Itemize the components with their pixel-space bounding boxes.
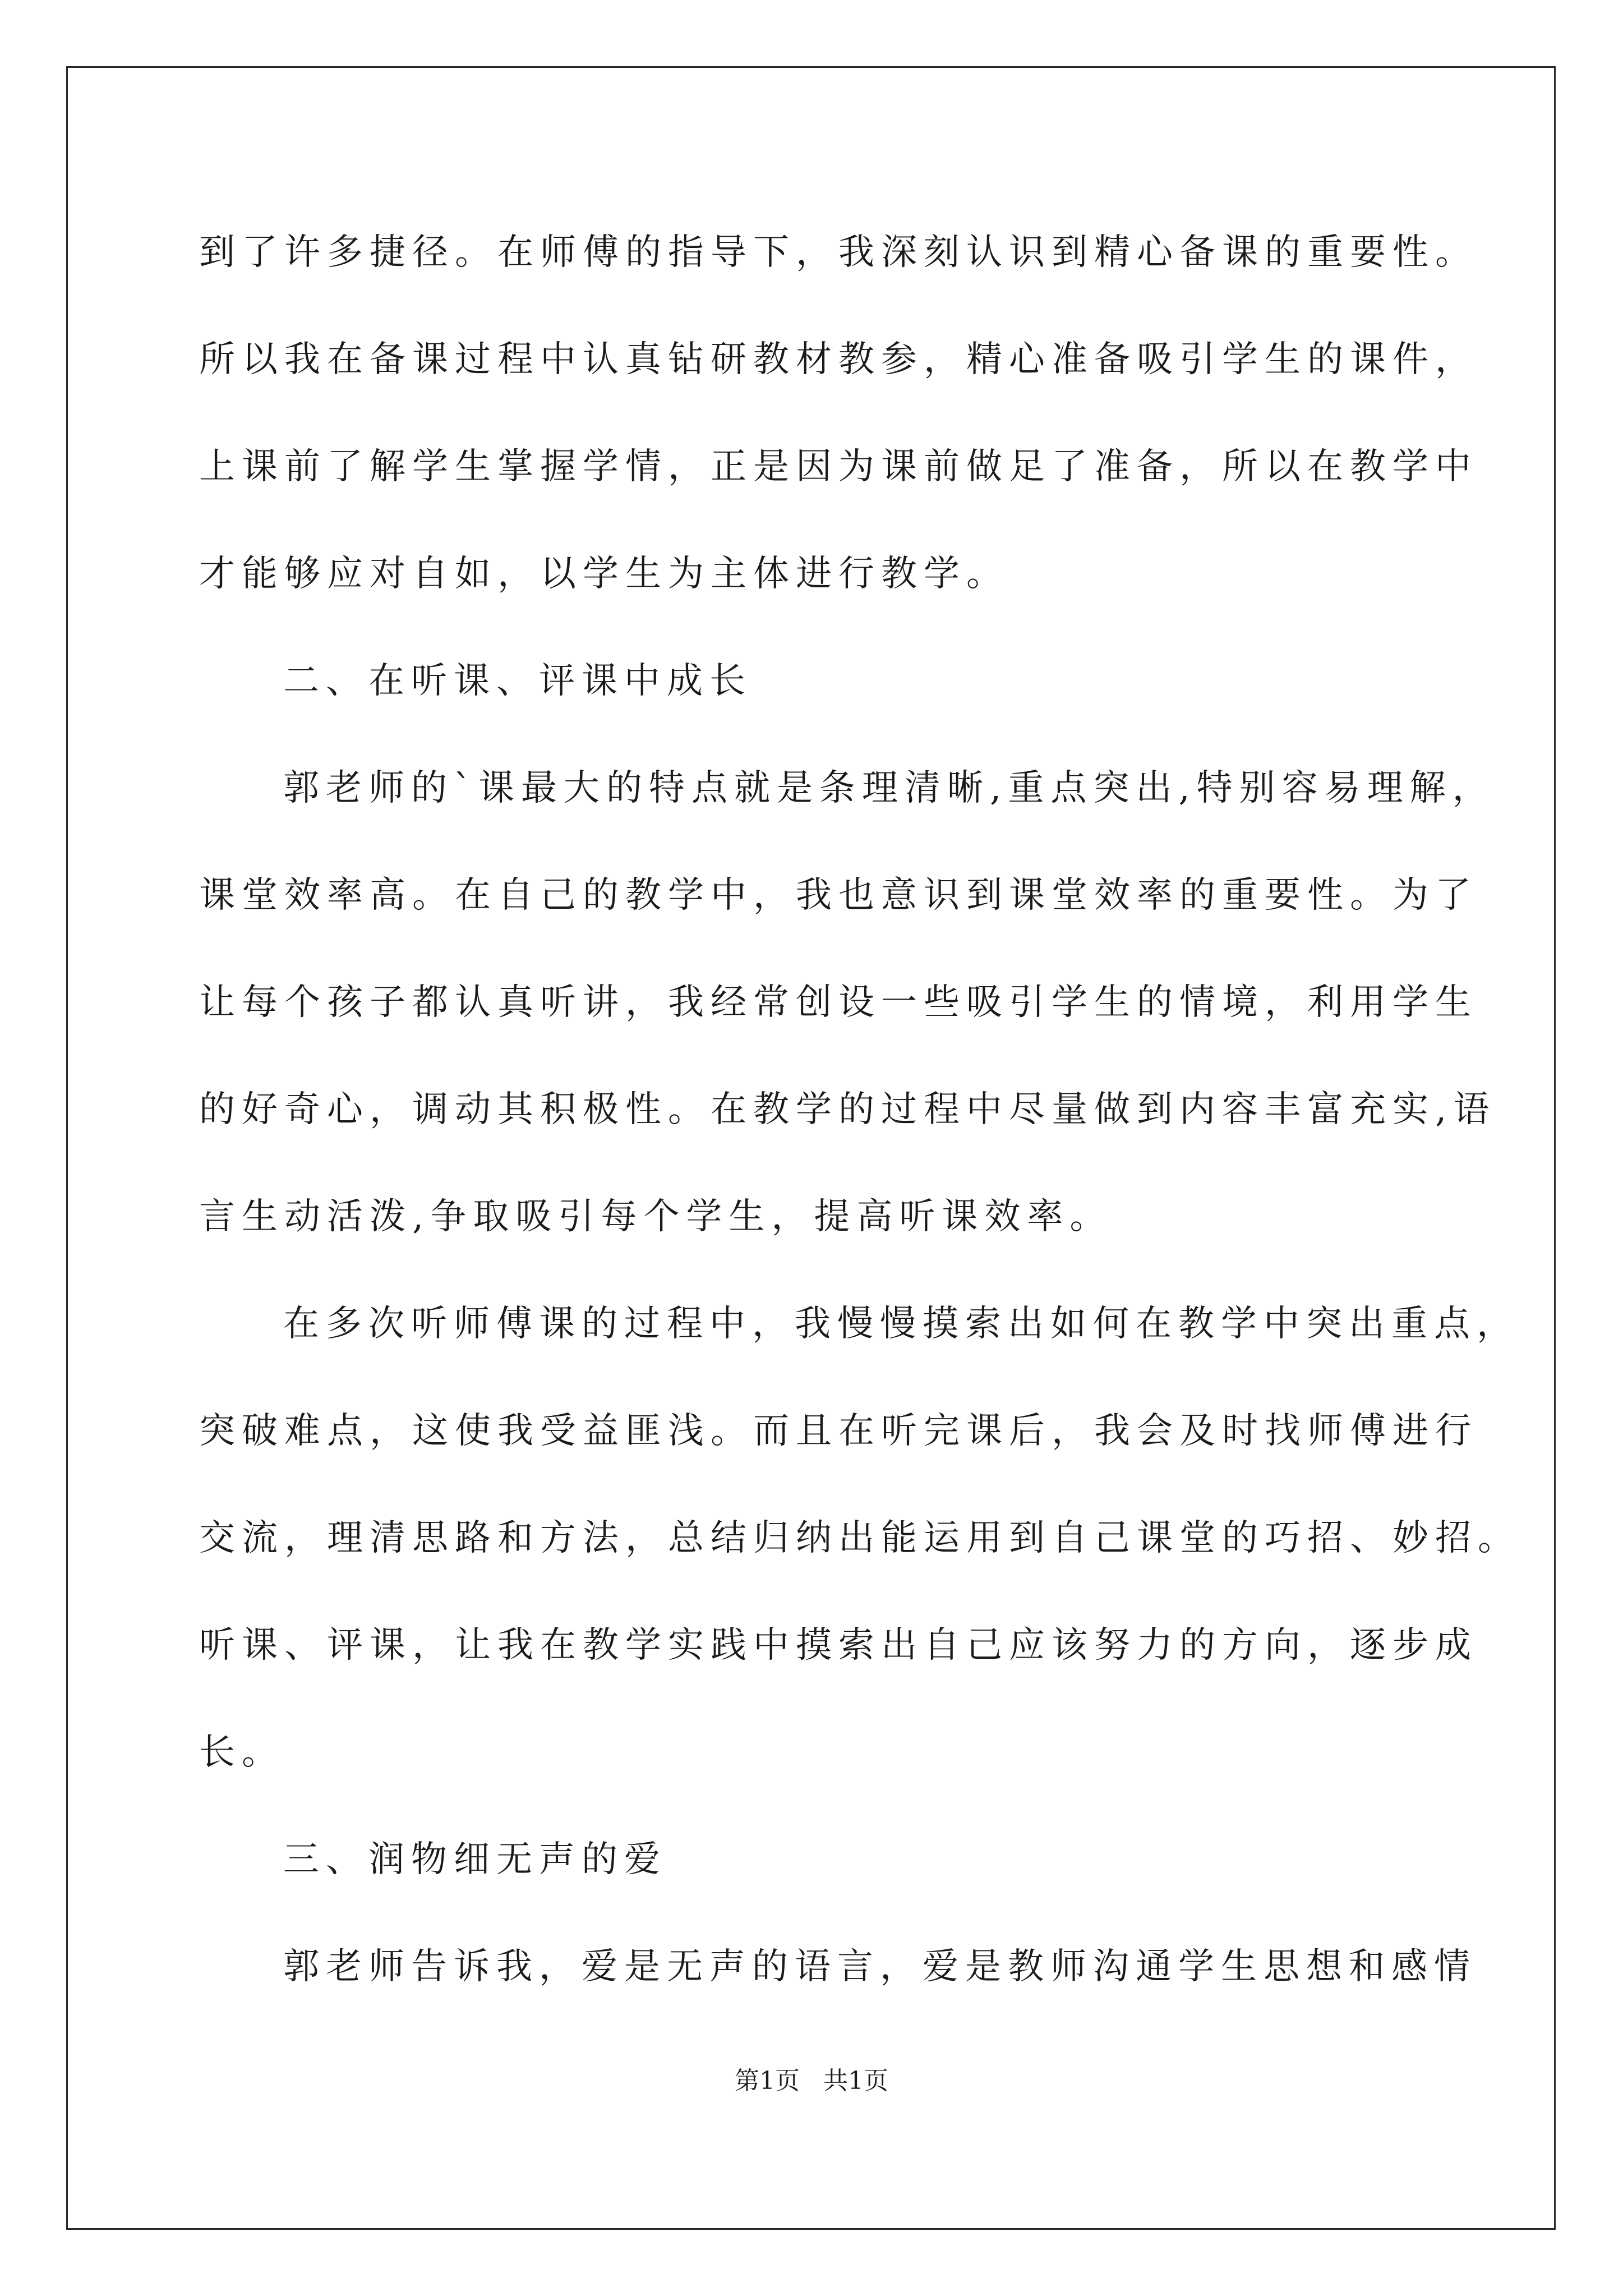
text-line-13: 交流，理清思路和方法，总结归纳出能运用到自己课堂的巧招、妙招。 — [199, 1517, 1520, 1559]
text-line-17: 郭老师告诉我，爱是无声的语言，爱是教师沟通学生思想和感情 — [283, 1946, 1477, 1987]
page-number-current: 第1页 — [735, 2067, 800, 2095]
text-line-11: 在多次听师傅课的过程中，我慢慢摸索出如何在教学中突出重点， — [283, 1303, 1519, 1345]
text-line-9: 的好奇心，调动其积极性。在教学的过程中尽量做到内容丰富充实,语 — [199, 1089, 1496, 1130]
page-footer — [0, 2064, 1623, 2098]
text-line-2: 所以我在备课过程中认真钻研教材教参，精心准备吸引学生的课件， — [199, 339, 1478, 380]
text-line-15: 长。 — [199, 1732, 284, 1773]
text-line-1: 到了许多捷径。在师傅的指导下，我深刻认识到精心备课的重要性。 — [199, 232, 1478, 273]
page-number-total: 共1页 — [823, 2067, 888, 2095]
section-heading-3: 三、润物细无声的爱 — [283, 1839, 667, 1880]
text-line-4: 才能够应对自如，以学生为主体进行教学。 — [199, 553, 1009, 595]
text-line-6: 郭老师的`课最大的特点就是条理清晰,重点突出,特别容易理解， — [283, 767, 1495, 809]
text-line-3: 上课前了解学生掌握学情，正是因为课前做足了准备，所以在教学中 — [199, 446, 1478, 487]
text-line-14: 听课、评课，让我在教学实践中摸索出自己应该努力的方向，逐步成 — [199, 1625, 1478, 1666]
document-body — [199, 199, 1520, 2021]
text-line-12: 突破难点，这使我受益匪浅。而且在听完课后，我会及时找师傅进行 — [199, 1410, 1478, 1452]
text-line-10: 言生动活泼,争取吸引每个学生，提高听课效率。 — [199, 1196, 1113, 1237]
text-line-7: 课堂效率高。在自己的教学中，我也意识到课堂效率的重要性。为了 — [199, 875, 1478, 916]
text-line-8: 让每个孩子都认真听讲，我经常创设一些吸引学生的情境，利用学生 — [199, 982, 1478, 1023]
section-heading-2: 二、在听课、评课中成长 — [283, 660, 752, 702]
